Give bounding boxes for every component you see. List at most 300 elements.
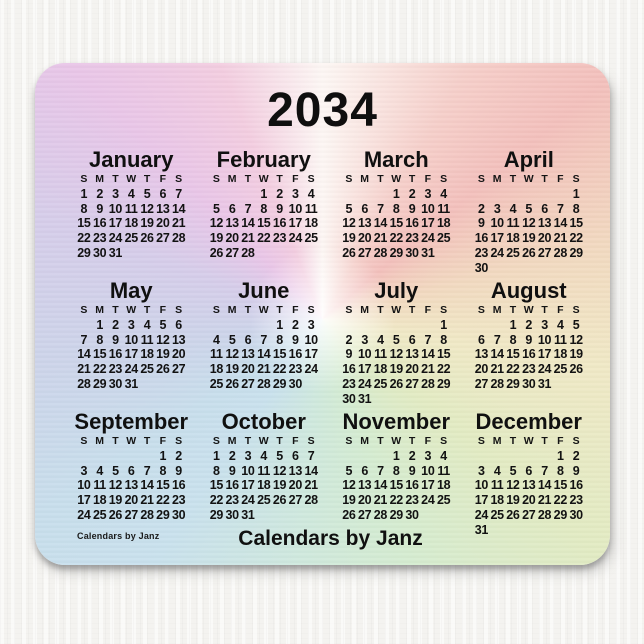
date-cell-empty [155, 377, 171, 392]
day-of-week-header [463, 173, 596, 186]
year-title: 2034 [267, 84, 378, 137]
date-cell: 11 [93, 478, 106, 493]
date-cell: 7 [557, 201, 564, 216]
date-cell: 8 [276, 332, 283, 347]
date-cell: 28 [553, 245, 567, 260]
dow-cell: T [143, 435, 151, 447]
dow-cell: S [307, 435, 315, 447]
dow-cell: S [345, 304, 353, 316]
date-cell: 31 [421, 245, 435, 260]
date-cell: 26 [569, 362, 583, 377]
date-cell: 5 [159, 318, 167, 332]
date-cell: 25 [140, 362, 154, 377]
date-cell: 25 [257, 493, 271, 508]
date-cell: 16 [272, 216, 287, 231]
date-cell-empty [171, 246, 187, 261]
dow-cell: W [523, 304, 534, 316]
date-cell: 21 [304, 478, 318, 493]
date-cell: 24 [304, 362, 318, 377]
date-cell: 12 [156, 332, 170, 347]
date-cell: 3 [424, 449, 432, 463]
date-cell: 26 [342, 245, 356, 260]
dates-grid [330, 187, 463, 261]
date-cell: 5 [213, 201, 220, 216]
date-cell-empty [341, 318, 357, 333]
date-cell: 29 [553, 507, 567, 522]
date-cell: 16 [288, 347, 302, 362]
date-cell: 9 [408, 201, 416, 216]
date-cell: 26 [342, 507, 356, 522]
date-cell: 28 [171, 231, 186, 246]
date-cell: 2 [345, 332, 353, 347]
date-cell: 6 [361, 463, 368, 478]
dow-cell: S [80, 173, 88, 185]
date-cell: 31 [241, 507, 255, 522]
dow-cell: M [492, 304, 502, 316]
dates-grid [198, 318, 331, 392]
date-cell: 24 [490, 245, 504, 260]
date-cell: 29 [209, 507, 223, 522]
date-cell: 16 [92, 216, 107, 231]
date-cell: 9 [292, 332, 299, 347]
date-cell: 11 [304, 201, 318, 216]
date-cell: 27 [225, 245, 239, 260]
date-cell: 22 [77, 231, 91, 246]
date-cell: 22 [569, 231, 583, 246]
date-cell: 29 [272, 376, 287, 391]
date-cell: 3 [112, 187, 119, 201]
month-title: December [475, 409, 582, 434]
date-cell-empty [357, 187, 373, 202]
date-cell: 31 [357, 391, 372, 406]
date-cell: 17 [288, 216, 302, 231]
date-cell: 12 [522, 216, 536, 231]
date-cell: 13 [225, 216, 239, 231]
date-cell: 23 [225, 493, 239, 508]
date-cell: 19 [389, 362, 403, 377]
date-cell: 23 [171, 493, 186, 508]
date-cell: 13 [357, 216, 372, 231]
date-cell: 24 [77, 507, 91, 522]
date-cell: 8 [260, 201, 268, 216]
date-cell: 5 [392, 332, 400, 347]
date-cell: 12 [389, 347, 403, 362]
date-cell: 27 [288, 493, 302, 508]
date-cell: 5 [345, 463, 353, 478]
date-cell: 14 [373, 216, 388, 231]
date-cell: 15 [257, 216, 271, 231]
date-cell: 18 [553, 347, 567, 362]
dow-cell: F [557, 173, 564, 185]
date-cell: 5 [572, 318, 580, 332]
date-cell: 17 [421, 478, 435, 493]
month-june [198, 279, 331, 410]
date-cell: 4 [440, 187, 447, 201]
date-cell: 9 [572, 463, 580, 478]
dow-cell: S [212, 435, 220, 447]
date-cell: 1 [96, 318, 103, 332]
date-cell: 6 [175, 318, 182, 332]
date-cell: 16 [569, 478, 583, 493]
date-cell: 6 [228, 201, 236, 216]
month-title: October [221, 409, 306, 434]
date-cell: 20 [171, 347, 186, 362]
month-title: July [374, 278, 419, 303]
date-cell: 10 [288, 201, 302, 216]
date-cell: 7 [377, 463, 384, 478]
date-cell-empty [489, 187, 505, 202]
date-cell: 10 [108, 201, 123, 216]
day-of-week-header [198, 304, 331, 317]
date-cell: 18 [506, 231, 520, 246]
date-cell: 11 [140, 332, 154, 347]
date-cell: 28 [77, 376, 91, 391]
date-cell-empty [303, 508, 319, 523]
dow-cell: S [175, 173, 183, 185]
dow-cell: W [258, 304, 269, 316]
dates-grid [330, 318, 463, 406]
day-of-week-header [198, 173, 331, 186]
date-cell: 17 [421, 216, 435, 231]
date-cell-empty [139, 246, 155, 261]
date-cell: 3 [244, 449, 252, 463]
date-cell: 6 [244, 332, 252, 347]
date-cell: 3 [361, 332, 368, 347]
month-january [65, 148, 198, 279]
date-cell: 9 [228, 463, 236, 478]
date-cell-empty [489, 318, 505, 333]
date-cell: 13 [124, 478, 138, 493]
date-cell: 5 [509, 463, 517, 478]
dow-cell: S [345, 173, 353, 185]
date-cell: 2 [112, 318, 119, 332]
date-cell: 30 [171, 507, 186, 522]
date-cell: 25 [373, 376, 388, 391]
date-cell-empty [272, 246, 288, 261]
dow-cell: M [95, 173, 105, 185]
date-cell: 2 [228, 449, 236, 463]
date-cell: 10 [357, 347, 372, 362]
date-cell: 29 [389, 245, 403, 260]
date-cell: 10 [124, 332, 138, 347]
date-cell: 27 [537, 245, 552, 260]
date-cell: 15 [389, 216, 403, 231]
dow-cell: S [345, 435, 353, 447]
date-cell: 6 [541, 201, 548, 216]
date-cell: 20 [537, 231, 552, 246]
date-cell: 14 [421, 347, 435, 362]
date-cell: 16 [171, 478, 186, 493]
dates-grid [65, 187, 198, 261]
date-cell: 5 [228, 332, 236, 347]
date-cell-empty [505, 449, 521, 464]
date-cell: 26 [272, 493, 287, 508]
date-cell: 12 [140, 201, 154, 216]
date-cell: 22 [156, 493, 170, 508]
date-cell: 29 [506, 376, 520, 391]
date-cell-empty [489, 261, 505, 276]
date-cell: 16 [405, 478, 419, 493]
date-cell: 14 [490, 347, 504, 362]
date-cell: 3 [541, 318, 548, 332]
date-cell-empty [373, 318, 389, 333]
dow-cell: T [408, 304, 416, 316]
date-cell-empty [287, 508, 303, 523]
date-cell: 20 [357, 231, 372, 246]
dow-cell: T [244, 173, 252, 185]
date-cell: 19 [225, 362, 239, 377]
date-cell-empty [505, 187, 521, 202]
dow-cell: T [408, 435, 416, 447]
date-cell: 8 [392, 463, 400, 478]
dow-cell: F [424, 435, 432, 447]
dow-cell: T [244, 435, 252, 447]
date-cell: 8 [557, 463, 564, 478]
date-cell-empty [552, 377, 568, 392]
date-cell: 30 [569, 507, 583, 522]
dow-cell: T [509, 173, 517, 185]
month-august [463, 279, 596, 410]
date-cell: 7 [377, 201, 384, 216]
date-cell: 22 [257, 231, 271, 246]
date-cell: 27 [241, 376, 255, 391]
date-cell: 4 [377, 332, 384, 347]
date-cell: 21 [490, 362, 504, 377]
date-cell-empty [76, 318, 92, 333]
date-cell: 8 [392, 201, 400, 216]
date-cell: 4 [213, 332, 220, 347]
date-cell: 29 [389, 507, 403, 522]
date-cell: 16 [474, 231, 488, 246]
date-cell: 17 [474, 493, 488, 508]
dow-cell: S [440, 173, 448, 185]
dow-cell: M [492, 435, 502, 447]
date-cell: 24 [108, 231, 123, 246]
date-cell: 25 [209, 376, 223, 391]
dow-cell: T [541, 435, 548, 447]
date-cell: 12 [225, 347, 239, 362]
date-cell: 27 [124, 507, 138, 522]
date-cell: 7 [175, 187, 182, 201]
date-cell-empty [537, 187, 553, 202]
date-cell: 8 [96, 332, 103, 347]
dow-cell: S [80, 435, 88, 447]
date-cell: 14 [257, 347, 271, 362]
date-cell: 15 [436, 347, 451, 362]
date-cell: 4 [509, 201, 517, 216]
dow-cell: S [440, 304, 448, 316]
date-cell: 12 [209, 216, 223, 231]
dow-cell: S [440, 435, 448, 447]
date-cell: 15 [156, 478, 170, 493]
date-cell-empty [436, 392, 452, 407]
date-cell: 13 [522, 478, 536, 493]
dow-cell: T [377, 435, 384, 447]
date-cell: 4 [440, 449, 447, 463]
date-cell: 20 [405, 362, 419, 377]
date-cell-empty [341, 449, 357, 464]
date-cell-empty [373, 187, 389, 202]
date-cell: 1 [276, 318, 283, 332]
date-cell: 9 [276, 201, 283, 216]
dates-grid [330, 449, 463, 523]
date-cell: 23 [272, 231, 287, 246]
date-cell: 11 [490, 478, 504, 493]
date-cell: 26 [225, 376, 239, 391]
dow-cell: M [227, 304, 237, 316]
date-cell: 15 [77, 216, 91, 231]
date-cell: 27 [474, 376, 488, 391]
dow-cell: W [391, 435, 402, 447]
date-cell: 15 [209, 478, 223, 493]
date-cell-empty [171, 377, 187, 392]
date-cell: 26 [140, 231, 154, 246]
date-cell: 25 [304, 231, 318, 246]
date-cell: 22 [436, 362, 451, 377]
date-cell: 1 [80, 187, 88, 201]
dow-cell: S [175, 304, 183, 316]
date-cell-empty [256, 318, 272, 333]
date-cell: 18 [436, 478, 451, 493]
date-cell: 30 [474, 260, 488, 275]
dow-cell: T [276, 173, 283, 185]
date-cell: 16 [522, 347, 536, 362]
month-title: April [503, 147, 554, 172]
date-cell: 19 [342, 493, 356, 508]
date-cell: 17 [108, 216, 123, 231]
date-cell-empty [552, 187, 568, 202]
date-cell: 11 [374, 347, 387, 362]
dow-cell: W [391, 173, 402, 185]
date-cell-empty [436, 508, 452, 523]
date-cell: 17 [241, 478, 255, 493]
dow-cell: F [292, 304, 299, 316]
date-cell: 2 [572, 449, 580, 463]
dow-cell: F [424, 304, 432, 316]
date-cell-empty [224, 318, 240, 333]
date-cell: 30 [342, 391, 356, 406]
date-cell: 28 [490, 376, 504, 391]
dates-grid [463, 318, 596, 392]
day-of-week-header [330, 173, 463, 186]
date-cell: 11 [506, 216, 520, 231]
date-cell: 19 [522, 231, 536, 246]
dow-cell: M [360, 304, 370, 316]
date-cell: 17 [490, 231, 504, 246]
date-cell: 28 [537, 507, 552, 522]
date-cell-empty [436, 246, 452, 261]
date-cell: 12 [342, 216, 356, 231]
date-cell: 24 [421, 231, 435, 246]
date-cell: 15 [272, 347, 287, 362]
date-cell: 18 [257, 478, 271, 493]
date-cell: 13 [357, 478, 372, 493]
date-cell: 9 [112, 332, 119, 347]
date-cell-empty [537, 449, 553, 464]
date-cell-empty [568, 377, 584, 392]
day-of-week-header [65, 173, 198, 186]
dow-cell: T [143, 173, 151, 185]
month-february [198, 148, 331, 279]
date-cell: 7 [244, 201, 252, 216]
date-cell: 22 [389, 493, 403, 508]
date-cell: 9 [525, 332, 533, 347]
date-cell: 23 [522, 362, 536, 377]
date-cell-empty [240, 318, 256, 333]
date-cell: 7 [143, 463, 151, 478]
dow-cell: W [258, 435, 269, 447]
day-of-week-header [330, 304, 463, 317]
date-cell: 5 [276, 449, 283, 463]
dow-cell: S [80, 304, 88, 316]
date-cell: 21 [140, 493, 154, 508]
date-cell-empty [208, 318, 224, 333]
date-cell: 20 [225, 231, 239, 246]
date-cell: 2 [292, 318, 299, 332]
dates-grid [65, 449, 198, 523]
date-cell: 11 [124, 201, 138, 216]
dow-cell: F [292, 435, 299, 447]
date-cell: 7 [493, 332, 501, 347]
date-cell: 17 [357, 362, 372, 377]
date-cell-empty [489, 449, 505, 464]
date-cell: 14 [77, 347, 91, 362]
date-cell: 10 [304, 332, 318, 347]
dow-cell: F [424, 173, 432, 185]
dow-cell: M [360, 173, 370, 185]
date-cell: 2 [408, 449, 416, 463]
date-cell: 26 [209, 245, 223, 260]
date-cell: 24 [421, 493, 435, 508]
date-cell: 31 [108, 245, 123, 260]
date-cell-empty [341, 187, 357, 202]
date-cell-empty [537, 261, 553, 276]
date-cell: 15 [389, 478, 403, 493]
date-cell: 22 [272, 362, 287, 377]
date-cell: 19 [156, 347, 170, 362]
month-may [65, 279, 198, 410]
date-cell: 27 [357, 245, 372, 260]
date-cell: 4 [96, 463, 103, 478]
date-cell: 13 [474, 347, 488, 362]
date-cell: 22 [506, 362, 520, 377]
date-cell: 26 [389, 376, 403, 391]
dow-cell: S [307, 173, 315, 185]
date-cell-empty [404, 318, 420, 333]
date-cell: 21 [421, 362, 435, 377]
date-cell: 25 [436, 231, 451, 246]
date-cell: 19 [342, 231, 356, 246]
date-cell: 30 [92, 245, 107, 260]
date-cell: 19 [506, 493, 520, 508]
date-cell: 20 [288, 478, 302, 493]
date-cell: 8 [440, 332, 447, 347]
date-cell: 15 [92, 347, 107, 362]
dow-cell: S [212, 304, 220, 316]
date-cell: 10 [77, 478, 91, 493]
date-cell: 11 [437, 201, 450, 216]
date-cell: 16 [342, 362, 356, 377]
date-cell: 23 [405, 493, 419, 508]
date-cell: 23 [569, 493, 583, 508]
date-cell: 2 [175, 449, 182, 463]
date-cell: 7 [307, 449, 315, 463]
date-cell: 9 [478, 216, 485, 231]
day-of-week-header [65, 435, 198, 448]
date-cell: 7 [424, 332, 432, 347]
month-title: November [342, 409, 451, 434]
date-cell: 1 [213, 449, 220, 463]
